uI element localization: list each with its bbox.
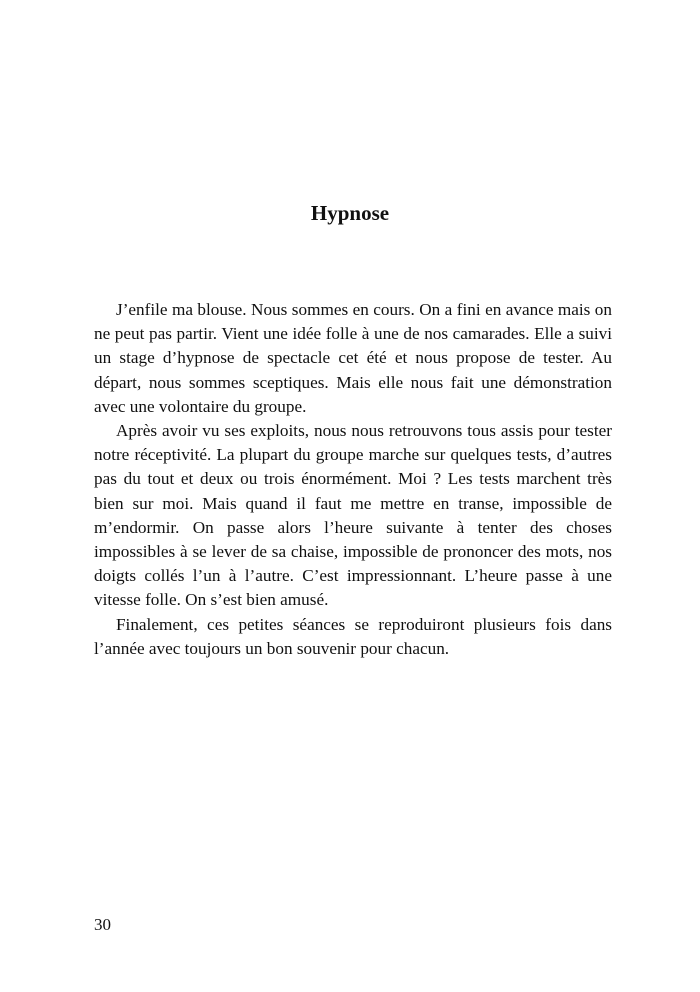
paragraph-3: Finalement, ces petites séances se reproduiront plusieurs fois dans l’année avec toujours un bon souvenir pour chacun. <box>94 614 612 658</box>
chapter-title: Hypnose <box>310 201 390 225</box>
body-text <box>94 298 612 661</box>
paragraph-2: Après avoir vu ses exploits, nous nous retrouvons tous assis pour tester notre réceptivité. La plupart du groupe marche sur quelques tests, d’autres pas du tout et deux ou trois énormément. Moi ? Les tests marchent très bien sur moi. Mais quand il faut me mettre en transe, impossible de m’endormir. On passe alors l’heure suivante à tenter des choses impossibles à se lever de sa chaise, impossible de prononcer des mots, nos doigts collés l’un à l’autre. C’est impressionnant. L’heure passe à une vitesse folle. On s’est bien amusé. <box>94 421 612 610</box>
page-number: 30 <box>94 915 111 934</box>
paragraph-1: J’enfile ma blouse. Nous sommes en cours. On a fini en avance mais on ne peut pas partir. Vient une idée folle à une de nos camarades. Elle a suivi un stage d’hypnose de spectacle cet été et nous propose de tester. Au départ, nous sommes sceptiques. Mais elle nous fait une démonstration avec une volontaire du groupe. <box>94 300 612 416</box>
